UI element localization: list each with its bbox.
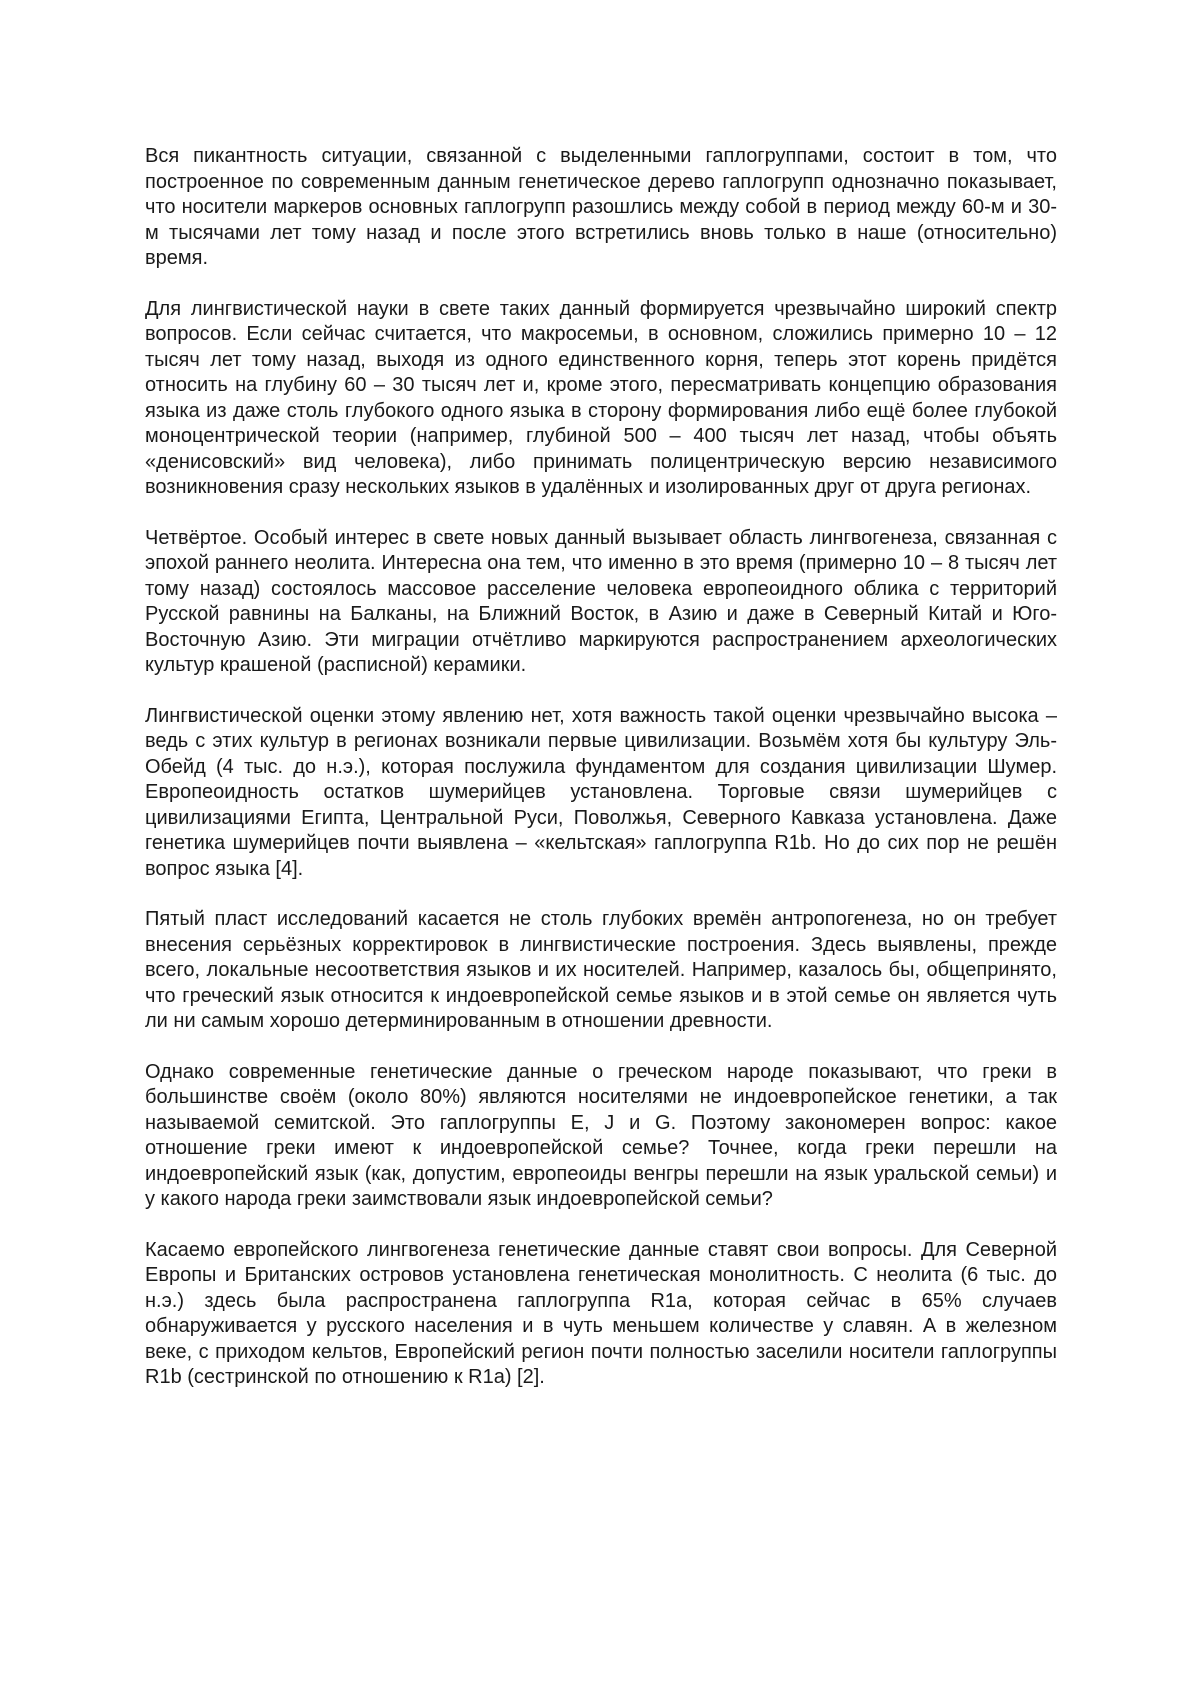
paragraph-5: Пятый пласт исследований касается не столь глубоких времён антропогенеза, но он требует внесения серьёзных корректировок в лингвистические построения. Здесь выявлены, прежде всего, локальные несоответствия языков и их носителей. Например, казалось бы, общепринято, что греческий язык относится к индоевропейской семье языков и в этой семье он является чуть ли ни самым хорошо детерминированным в отношении древности. [145, 908, 1057, 1032]
paragraph-7: Касаемо европейского лингвогенеза генетические данные ставят свои вопросы. Для Северной Европы и Британских островов установлена генетическая монолитность. С неолита (6 тыс. до н.э.) здесь была распространена гаплогруппа R1a, которая сейчас в 65% случаев обнаруживается у русского населения и в чуть меньшем количестве у славян. А в железном веке, с приходом кельтов, Европейский регион почти полностью заселили носители гаплогруппы R1b (сестринской по отношению к R1a) [2]. [145, 1238, 1057, 1388]
paragraph-1: Вся пикантность ситуации, связанной с выделенными гаплогруппами, состоит в том, что построенное по современным данным генетическое дерево гаплогрупп однозначно показывает, что носители маркеров основных гаплогрупп разошлись между собой в период между 60-м и 30-м тысячами лет тому назад и после этого встретились вновь только в наше (относительно) время. [145, 145, 1057, 269]
paragraph-2: Для лингвистической науки в свете таких данный формируется чрезвычайно широкий спектр вопросов. Если сейчас считается, что макросемьи, в основном, сложились примерно 10 – 12 тысяч лет тому назад, выходя из одного единственного корня, теперь этот корень придётся относить на глубину 60 – 30 тысяч лет и, кроме этого, пересматривать концепцию образования языка из даже столь глубокого одного языка в сторону формирования либо ещё более глубокой моноцентрической теории (например, глубиной 500 – 400 тысяч лет назад, чтобы объять «денисовский» вид человека), либо принимать полицентрическую версию независимого возникновения сразу нескольких языков в удалённых и изолированных друг от друга регионах. [145, 297, 1057, 498]
paragraph-4: Лингвистической оценки этому явлению нет, хотя важность такой оценки чрезвычайно высока – ведь с этих культур в регионах возникали первые цивилизации. Возьмём хотя бы культуру Эль-Обейд (4 тыс. до н.э.), которая послужила фундаментом для создания цивилизации Шумер. Европеоидность остатков шумерийцев установлена. Торговые связи шумерийцев с цивилизациями Египта, Центральной Руси, Поволжья, Северного Кавказа установлена. Даже генетика шумерийцев почти выявлена – «кельтская» гаплогруппа R1b. Но до сих пор не решён вопрос языка [4]. [145, 704, 1057, 880]
document-page [145, 144, 1057, 1391]
paragraph-3: Четвёртое. Особый интерес в свете новых данный вызывает область лингвогенеза, связанная с эпохой раннего неолита. Интересна она тем, что именно в это время (примерно 10 – 8 тысяч лет тому назад) состоялось массовое расселение человека европеоидного облика с территорий Русской равнины на Балканы, на Ближний Восток, в Азию и даже в Северный Китай и Юго-Восточную Азию. Эти миграции отчётливо маркируются распространением археологических культур крашеной (расписной) керамики. [145, 526, 1057, 676]
paragraph-6: Однако современные генетические данные о греческом народе показывают, что греки в большинстве своём (около 80%) являются носителями не индоевропейское генетики, а так называемой семитской. Это гаплогруппы E, J и G. Поэтому закономерен вопрос: какое отношение греки имеют к индоевропейской семье? Точнее, когда греки перешли на индоевропейский язык (как, допустим, европеоиды венгры перешли на язык уральской семьи) и у какого народа греки заимствовали язык индоевропейской семьи? [145, 1060, 1057, 1210]
